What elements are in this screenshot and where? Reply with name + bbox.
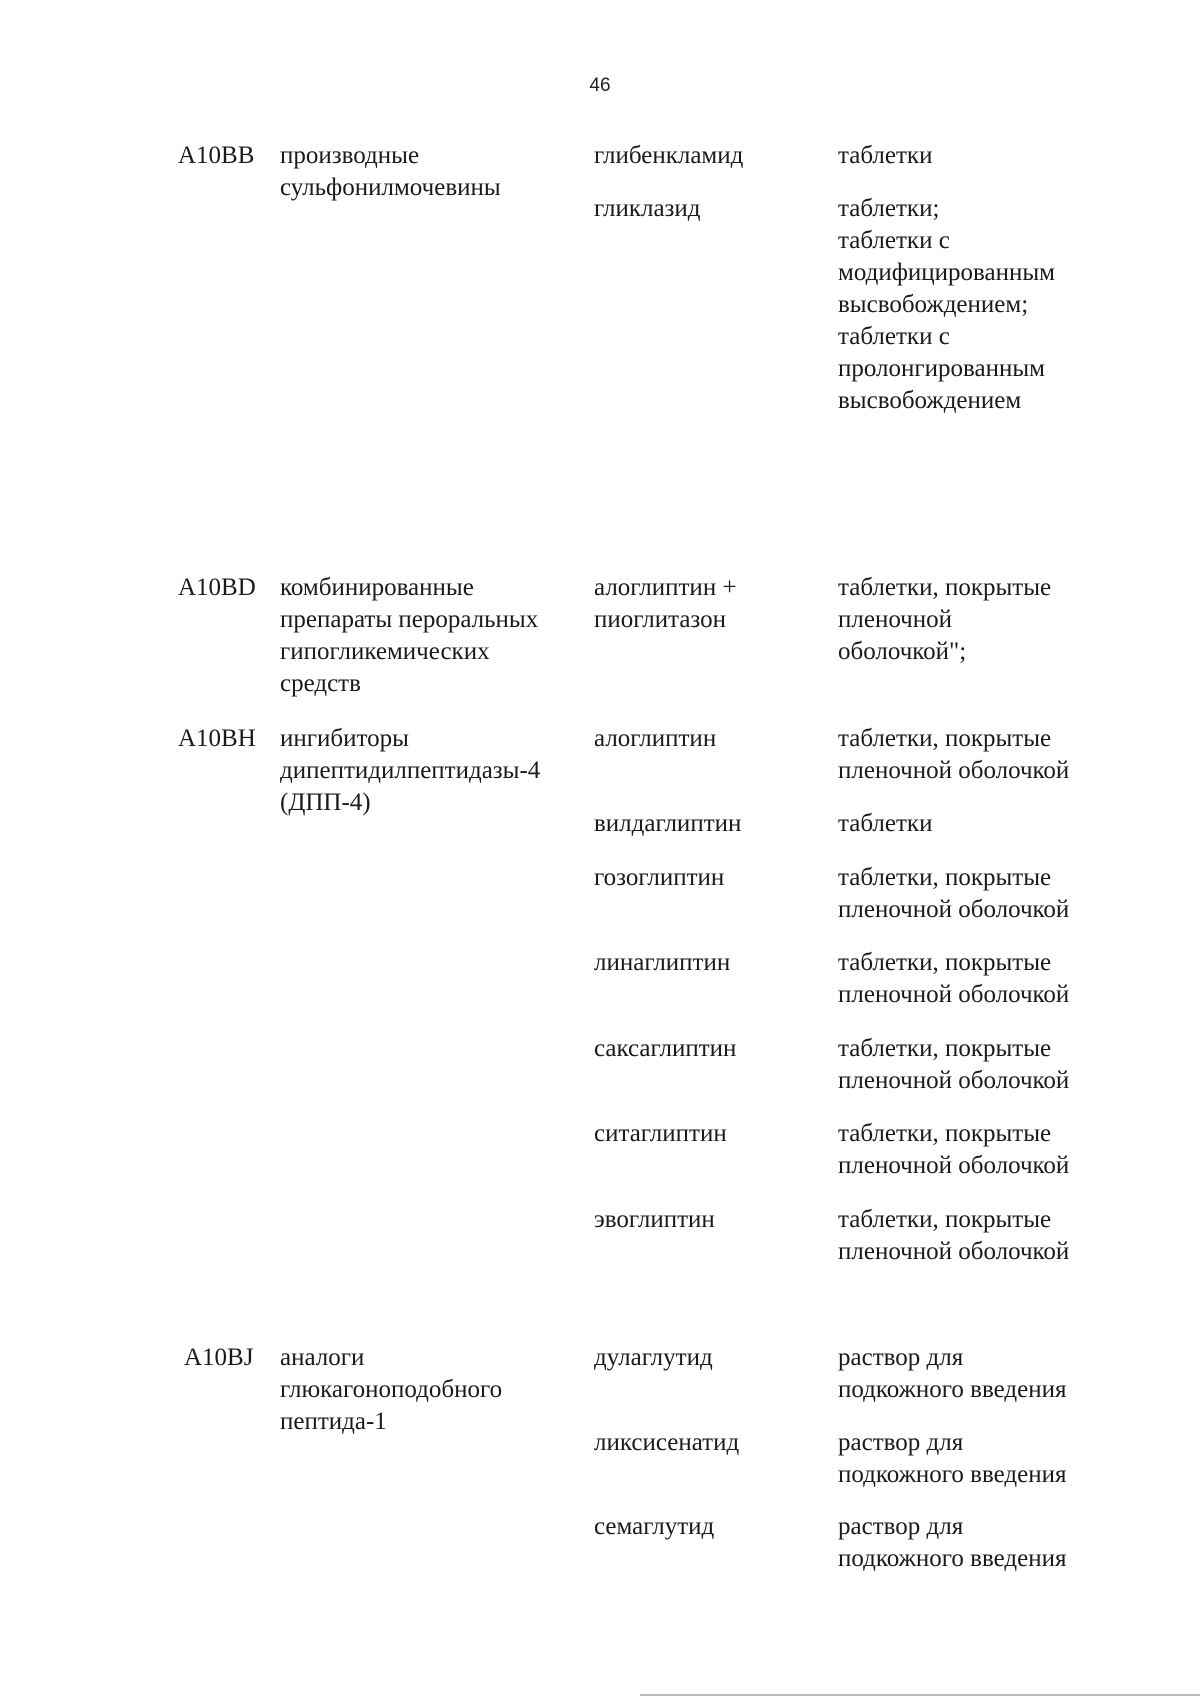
- drug-line: дулаглутид: [594, 1344, 713, 1371]
- drug-line: ситаглиптин: [594, 1120, 727, 1147]
- dosage-form: [838, 723, 1069, 787]
- form-line: раствор для: [838, 1513, 964, 1540]
- form-line: пленочной оболочкой: [838, 757, 1070, 784]
- form-line: таблетки, покрытые: [838, 1035, 1052, 1062]
- drug-line: гозоглиптин: [594, 864, 725, 891]
- page-number: 46: [589, 75, 611, 96]
- drug-name: [594, 140, 743, 172]
- form-line: пленочной оболочкой: [838, 896, 1070, 923]
- drug-line: саксаглиптин: [594, 1035, 737, 1062]
- group-line: средств: [280, 670, 361, 697]
- atc-code: A10BB: [178, 142, 255, 169]
- form-line: раствор для: [838, 1429, 964, 1456]
- form-line: модифицированным: [838, 259, 1055, 286]
- form-line: пленочной: [838, 606, 953, 633]
- dosage-form: [838, 862, 1069, 926]
- group-line: комбинированные: [280, 574, 474, 601]
- group-line: глюкагоноподобного: [280, 1376, 503, 1403]
- drug-name: [594, 1204, 715, 1236]
- group-line: (ДПП-4): [280, 789, 371, 816]
- dosage-form: [838, 1118, 1069, 1182]
- drug-line: вилдаглиптин: [594, 810, 742, 837]
- form-line: раствор для: [838, 1344, 964, 1371]
- drug-name: [594, 1511, 714, 1543]
- drug-name: [594, 862, 724, 894]
- form-line: таблетки, покрытые: [838, 1120, 1052, 1147]
- dosage-form: [838, 1342, 1066, 1406]
- drug-line: алоглиптин +: [594, 574, 737, 601]
- atc-group-name: [280, 140, 501, 204]
- form-line: таблетки с: [838, 227, 950, 254]
- form-line: оболочкой";: [838, 638, 967, 665]
- group-line: пептида-1: [280, 1408, 387, 1435]
- scan-edge-line: [640, 1694, 1200, 1696]
- dosage-form: [838, 572, 1051, 668]
- drug-name: [594, 1033, 736, 1065]
- atc-code: A10BH: [178, 725, 256, 752]
- group-line: аналоги: [280, 1344, 365, 1371]
- atc-group-name: [280, 723, 540, 819]
- dosage-form: [838, 193, 1055, 417]
- dosage-form: [838, 140, 932, 172]
- form-line: подкожного введения: [838, 1545, 1067, 1572]
- group-line: производные: [280, 142, 420, 169]
- drug-line: эвоглиптин: [594, 1206, 715, 1233]
- form-line: таблетки с: [838, 323, 950, 350]
- dosage-form: [838, 1204, 1069, 1268]
- group-line: ингибиторы: [280, 725, 409, 752]
- drug-line: гликлазид: [594, 195, 701, 222]
- drug-name: [594, 1342, 713, 1374]
- form-line: подкожного введения: [838, 1376, 1067, 1403]
- form-line: таблетки, покрытые: [838, 1206, 1052, 1233]
- form-line: подкожного введения: [838, 1461, 1067, 1488]
- group-line: сульфонилмочевины: [280, 174, 501, 201]
- drug-line: семаглутид: [594, 1513, 715, 1540]
- drug-line: линаглиптин: [594, 949, 731, 976]
- drug-line: ликсисенатид: [594, 1429, 740, 1456]
- atc-group-name: [280, 1342, 502, 1438]
- dosage-form: [838, 947, 1069, 1011]
- form-line: высвобождением;: [838, 291, 1029, 318]
- atc-code: A10BD: [178, 574, 256, 601]
- drug-name: [594, 723, 716, 755]
- form-line: пленочной оболочкой: [838, 1152, 1070, 1179]
- form-line: таблетки: [838, 142, 933, 169]
- drug-name: [594, 808, 741, 840]
- drug-line: глибенкламид: [594, 142, 744, 169]
- atc-code: A10BJ: [184, 1344, 254, 1371]
- drug-name: [594, 1427, 739, 1459]
- dosage-form: [838, 1427, 1066, 1491]
- group-line: гипогликемических: [280, 638, 490, 665]
- drug-name: [594, 1118, 727, 1150]
- group-line: препараты пероральных: [280, 606, 539, 633]
- dosage-form: [838, 1511, 1066, 1575]
- dosage-form: [838, 808, 932, 840]
- drug-name: [594, 572, 737, 636]
- form-line: высвобождением: [838, 387, 1022, 414]
- drug-line: алоглиптин: [594, 725, 717, 752]
- drug-name: [594, 193, 701, 225]
- form-line: таблетки: [838, 810, 933, 837]
- atc-group-name: [280, 572, 538, 700]
- form-line: таблетки, покрытые: [838, 725, 1052, 752]
- form-line: таблетки;: [838, 195, 940, 222]
- form-line: таблетки, покрытые: [838, 949, 1052, 976]
- drug-line: пиоглитазон: [594, 606, 727, 633]
- dosage-form: [838, 1033, 1069, 1097]
- form-line: пролонгированным: [838, 355, 1045, 382]
- form-line: пленочной оболочкой: [838, 1238, 1070, 1265]
- form-line: пленочной оболочкой: [838, 981, 1070, 1008]
- form-line: пленочной оболочкой: [838, 1067, 1070, 1094]
- drug-name: [594, 947, 730, 979]
- form-line: таблетки, покрытые: [838, 864, 1052, 891]
- form-line: таблетки, покрытые: [838, 574, 1052, 601]
- group-line: дипептидилпептидазы-4: [280, 757, 541, 784]
